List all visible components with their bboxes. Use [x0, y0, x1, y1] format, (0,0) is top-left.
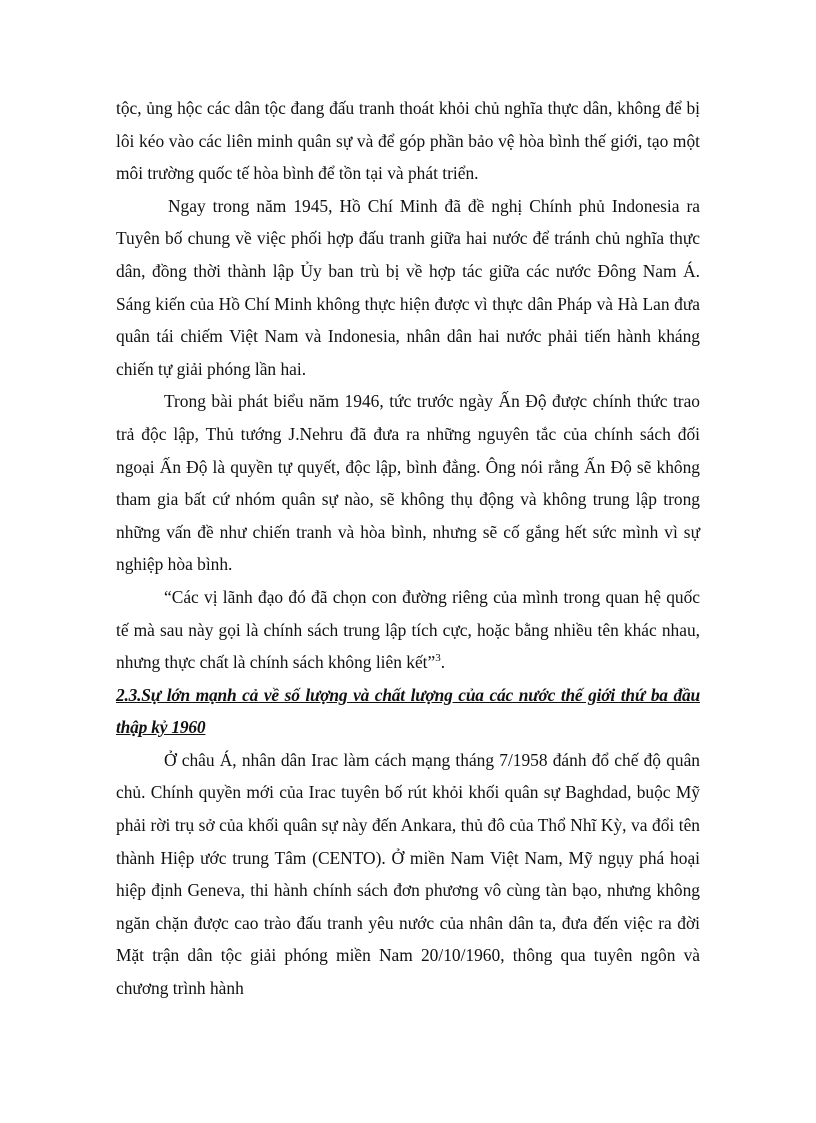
document-page: [116, 92, 700, 1005]
paragraph-continuation: tộc, ủng hộc các dân tộc đang đấu tranh thoát khỏi chủ nghĩa thực dân, không để bị lôi kéo vào các liên minh quân sự và để góp phần bảo vệ hòa bình thế giới, tạo một môi trường quốc tế hòa bình để tồn tại và phát triển.: [116, 98, 700, 184]
quote-text: “Các vị lãnh đạo đó đã chọn con đường riêng của mình trong quan hệ quốc tế mà sau này gọi là chính sách trung lập tích cực, hoặc bằng nhiều tên khác nhau, nhưng thực chất là chính sách không liên kết”: [116, 586, 700, 673]
paragraph-1945: Ngay trong năm 1945, Hồ Chí Minh đã đề nghị Chính phủ Indonesia ra Tuyên bố chung về việc phối hợp đấu tranh giữa hai nước để tránh chủ nghĩa thực dân, đồng thời thành lập Ủy ban trù bị về hợp tác giữa các nước Đông Nam Á. Sáng kiến của Hồ Chí Minh không thực hiện được vì thực dân Pháp và Hà Lan đưa quân tái chiếm Việt Nam và Indonesia, nhân dân hai nước phải tiến hành kháng chiến tự giải phóng lần hai.: [116, 195, 700, 379]
quote-end: .: [440, 652, 446, 673]
paragraph-irac: Ở châu Á, nhân dân Irac làm cách mạng tháng 7/1958 đánh đổ chế độ quân chủ. Chính quyền mới của Irac tuyên bố rút khỏi khối quân sự Baghdad, buộc Mỹ phải rời trụ sở của khối quân sự này đến Ankara, thủ đô của Thổ Nhĩ Kỳ, va đổi tên thành Hiệp ước trung Tâm (CENTO). Ở miền Nam Việt Nam, Mỹ ngụy phá hoại hiệp định Geneva, thi hành chính sách đơn phương vô cùng tàn bạo, nhưng không ngăn chặn được cao trào đấu tranh yêu nước của nhân dân ta, đưa đến việc ra đời Mặt trận dân tộc giải phóng miền Nam 20/10/1960, thông qua tuyên ngôn và chương trình hành: [116, 749, 700, 999]
quote-paragraph: [116, 581, 700, 679]
footnote-marker: 3: [435, 652, 441, 665]
section-heading: 2.3.Sự lớn mạnh cả về số lượng và chất lượng của các nước thế giới thứ ba đầu thập kỷ 1960: [116, 684, 700, 738]
paragraph-1946: Trong bài phát biểu năm 1946, tức trước ngày Ấn Độ được chính thức trao trả độc lập, Thủ tướng J.Nehru đã đưa ra những nguyên tắc của chính sách đối ngoại Ấn Độ là quyền tự quyết, độc lập, bình đẳng. Ông nói rằng Ấn Độ sẽ không tham gia bất cứ nhóm quân sự nào, sẽ không thụ động và không trung lập trong những vấn đề như chiến tranh và hòa bình, nhưng sẽ cố gắng hết sức mình vì sự nghiệp hòa bình.: [116, 391, 700, 575]
